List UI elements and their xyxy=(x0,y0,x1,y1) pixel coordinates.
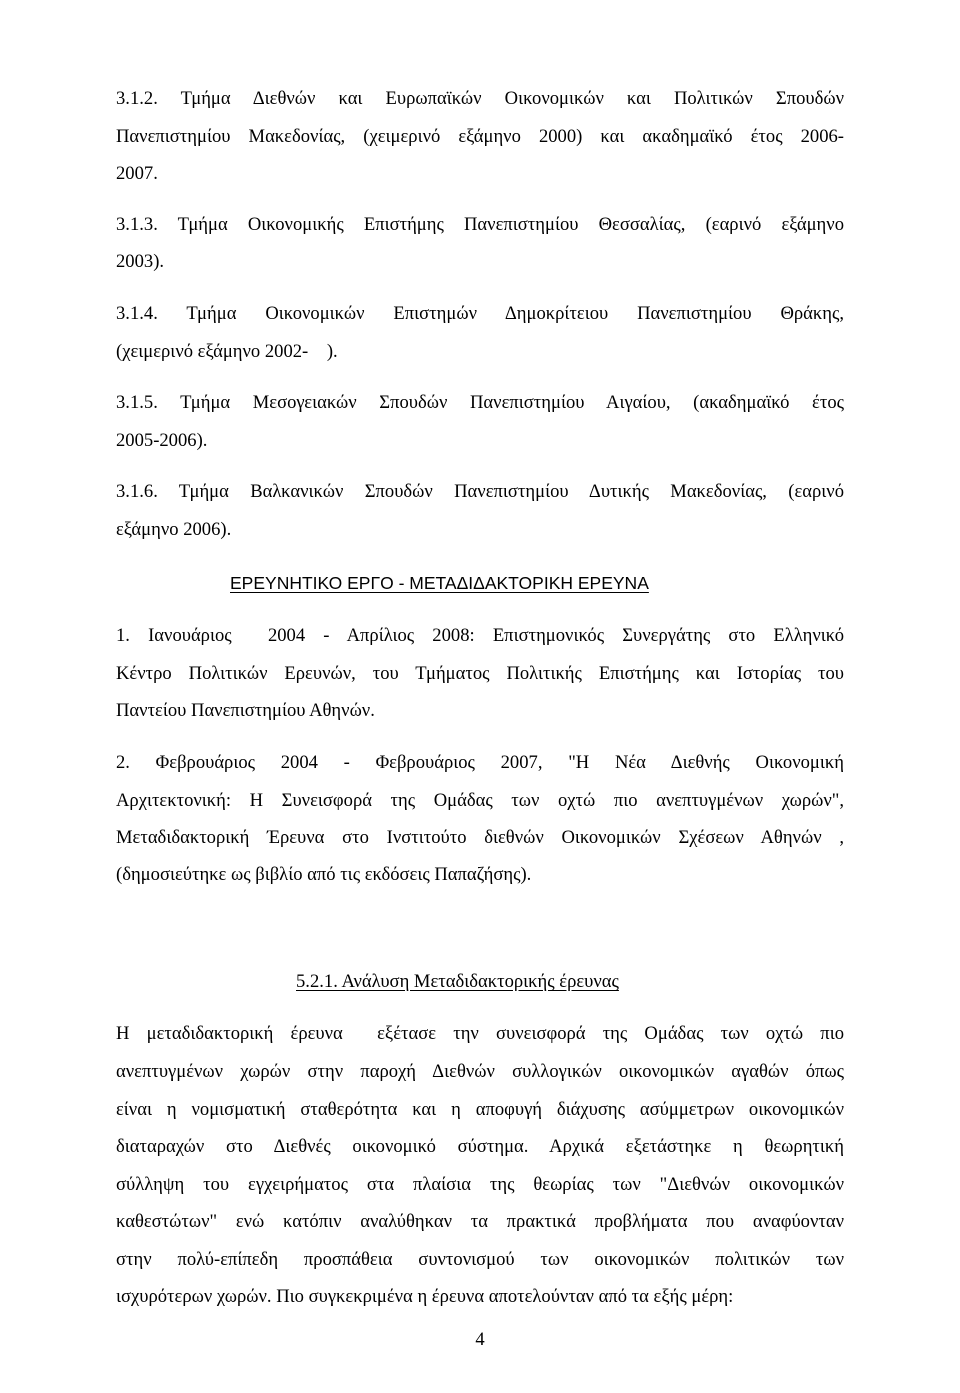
analysis-line-6: καθεστώτων" ενώ κατόπιν αναλύθηκαν τα πρακτικά προβλήματα που αναφύονταν xyxy=(116,1211,844,1232)
analysis-line-3: είναι η νομισματική σταθερότητα και η αποφυγή διάχυσης ασύμμετρων οικονομικών xyxy=(116,1099,844,1120)
item-3-1-4-line-1: 3.1.4. Τμήμα Οικονομικών Επιστημών Δημοκρίτειου Πανεπιστημίου Θράκης, xyxy=(116,303,844,324)
item-3-1-5-line-1: 3.1.5. Τμήμα Μεσογειακών Σπουδών Πανεπιστημίου Αιγαίου, (ακαδημαϊκό έτος xyxy=(116,392,844,413)
item-3-1-2-line-1: 3.1.2. Τμήμα Διεθνών και Ευρωπαϊκών Οικονομικών και Πολιτικών Σπουδών xyxy=(116,88,844,109)
analysis-line-8: ισχυρότερων χωρών. Πιο συγκεκριμένα η έρευνα αποτελούνταν από τα εξής μέρη: xyxy=(116,1286,734,1307)
analysis-line-4: διαταραχών στο Διεθνές οικονομικό σύστημα. Αρχικά εξετάστηκε η θεωρητική xyxy=(116,1136,844,1157)
research-item-2-line-4: (δημοσιεύτηκε ως βιβλίο από τις εκδόσεις Παπαζήσης). xyxy=(116,864,532,885)
analysis-line-2: ανεπτυγμένων χωρών στην παροχή Διεθνών συλλογικών οικονομικών αγαθών όπως xyxy=(116,1061,844,1082)
item-3-1-3-line-2: 2003). xyxy=(116,251,165,272)
item-3-1-2-line-2: Πανεπιστημίου Μακεδονίας, (χειμερινό εξάμηνο 2000) και ακαδημαϊκό έτος 2006- xyxy=(116,126,844,147)
research-heading: ΕΡΕΥΝΗΤΙΚΟ ΕΡΓΟ - ΜΕΤΑΔΙΔΑΚΤΟΡΙΚΗ ΕΡΕΥΝΑ xyxy=(230,573,649,593)
research-item-1-line-3: Παντείου Πανεπιστημίου Αθηνών. xyxy=(116,700,375,721)
analysis-line-5: σύλληψη του εγχειρήματος στα πλαίσια της θεωρίας των "Διεθνών οικονομικών xyxy=(116,1174,844,1195)
research-item-2-line-2: Αρχιτεκτονική: Η Συνεισφορά της Ομάδας των οχτώ πιο ανεπτυγμένων χωρών", xyxy=(116,790,844,811)
item-3-1-4-line-2: (χειμερινό εξάμηνο 2002- ). xyxy=(116,341,338,362)
item-3-1-3-line-1: 3.1.3. Τμήμα Οικονομικής Επιστήμης Πανεπιστημίου Θεσσαλίας, (εαρινό εξάμηνο xyxy=(116,214,844,235)
item-3-1-6-line-2: εξάμηνο 2006). xyxy=(116,519,232,540)
analysis-heading: 5.2.1. Ανάλυση Μεταδιδακτορικής έρευνας xyxy=(296,971,619,992)
item-3-1-6-line-1: 3.1.6. Τμήμα Βαλκανικών Σπουδών Πανεπιστημίου Δυτικής Μακεδονίας, (εαρινό xyxy=(116,481,844,502)
analysis-line-7: στην πολύ-επίπεδη προσπάθεια συντονισμού των οικονομικών πολιτικών των xyxy=(116,1249,844,1270)
research-item-2-line-3: Μεταδιδακτορική Έρευνα στο Ινστιτούτο διεθνών Οικονομικών Σχέσεων Αθηνών , xyxy=(116,827,844,848)
page-number: 4 xyxy=(475,1329,485,1350)
research-item-1-line-2: Κέντρο Πολιτικών Ερευνών, του Τμήματος Πολιτικής Επιστήμης και Ιστορίας του xyxy=(116,663,844,684)
research-item-2-line-1: 2. Φεβρουάριος 2004 - Φεβρουάριος 2007, "Η Νέα Διεθνής Οικονομική xyxy=(116,752,844,773)
item-3-1-5-line-2: 2005-2006). xyxy=(116,430,208,451)
research-item-1-line-1: 1. Ιανουάριος 2004 - Απρίλιος 2008: Επιστημονικός Συνεργάτης στο Ελληνικό xyxy=(116,625,844,646)
item-3-1-2-line-3: 2007. xyxy=(116,163,158,184)
analysis-line-1: Η μεταδιδακτορική έρευνα εξέτασε την συνεισφορά της Ομάδας των οχτώ πιο xyxy=(116,1023,844,1044)
